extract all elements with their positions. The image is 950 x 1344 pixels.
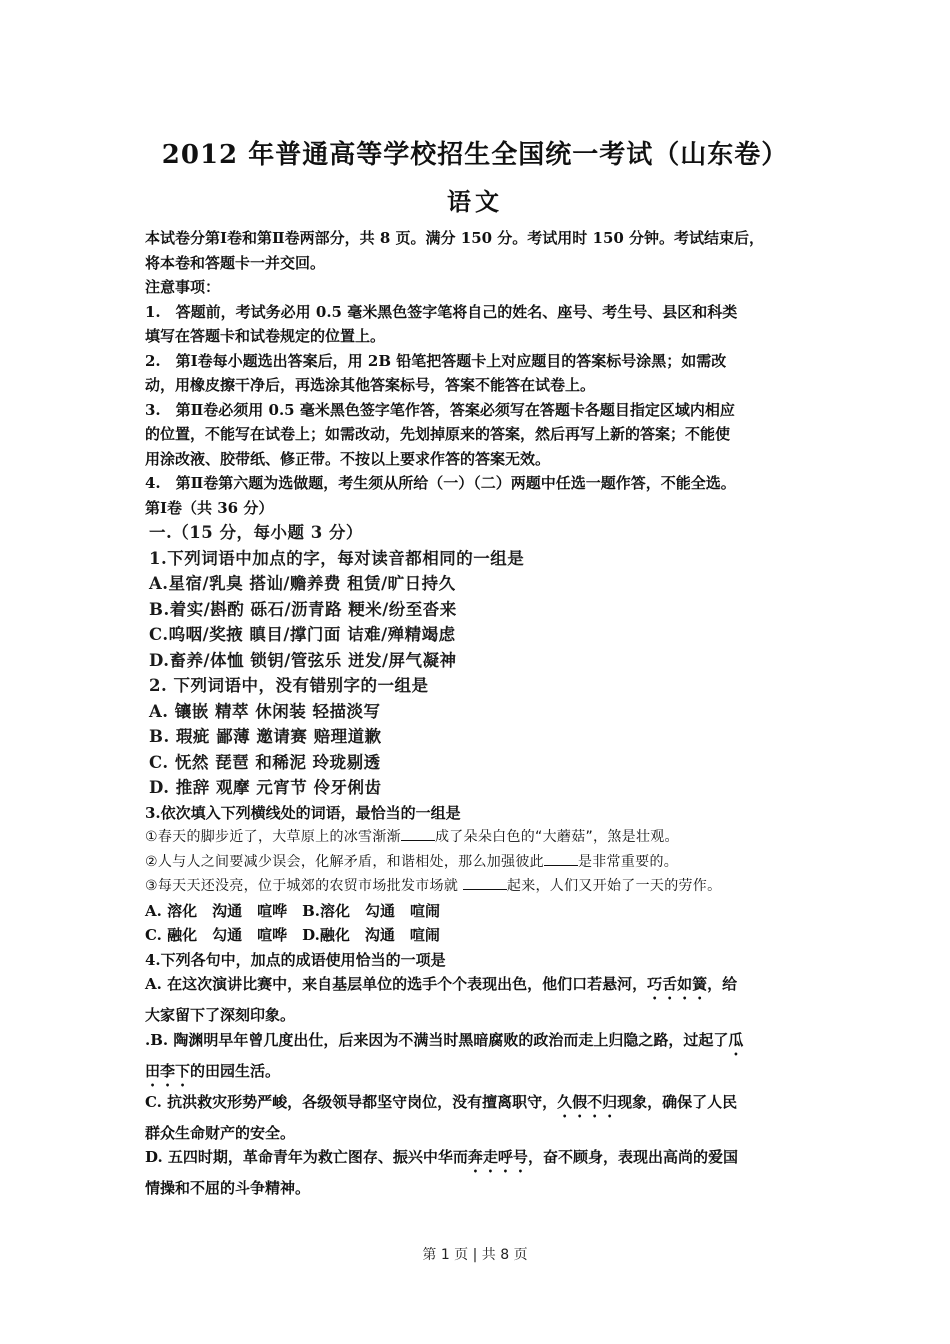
option: D.畜养/体恤 锁钥/管弦乐 迸发/屏气凝神 — [149, 650, 457, 670]
exam-body — [145, 226, 810, 1201]
notice-heading: 注意事项： — [145, 278, 221, 296]
notice-item: 的位置，不能写在试卷上；如需改动，先划掉原来的答案，然后再写上新的答案；不能使 — [145, 425, 731, 443]
option: D. 推辞 观摩 元宵节 伶牙俐齿 — [149, 778, 382, 797]
page-footer: 第 1 页 | 共 8 页 — [422, 1247, 528, 1263]
dotted-idiom: 巧舌如簧 — [647, 975, 708, 993]
dotted-idiom: 久假不归 — [557, 1092, 618, 1111]
option: A.星宿/乳臭 搭讪/赡养费 租赁/旷日持久 — [149, 574, 456, 593]
option: C.呜咽/奖掖 瞋目/撑门面 诘难/殚精竭虑 — [149, 625, 456, 644]
option: 大家留下了深刻印象。 — [145, 1006, 296, 1024]
question-stem: 1.下列词语中加点的字，每对读音都相同的一组是 — [149, 548, 525, 568]
option: D. 五四时期，革命青年为救亡图存、振兴中华而奔走呼号，奋不顾身，表现出高尚的爱国 — [145, 1148, 738, 1166]
question-stem: 3.依次填入下列横线处的词语，最恰当的一组是 — [145, 803, 461, 822]
fill-blank — [401, 826, 435, 841]
questions-1-2 — [145, 520, 810, 801]
option: B. 瑕疵 鄙薄 邀请赛 赔理道歉 — [149, 727, 382, 746]
option: B.着实/斟酌 砾石/沥青路 粳米/纷至沓来 — [149, 599, 457, 619]
fill-blank — [463, 875, 507, 890]
question-stem: 4.下列各句中，加点的成语使用恰当的一项是 — [145, 950, 446, 969]
fill-sentence: ②人与人之间要减少误会，化解矛盾，和谐相处，那么加强彼此 是非常重要的。 — [145, 850, 810, 875]
notice-item: 1. 答题前，考试务必用 0.5 毫米黑色签字笔将自己的姓名、座号、考生号、县区和科类 — [145, 302, 738, 321]
exam-title: 2012 年普通高等学校招生全国统一考试（山东卷） — [161, 140, 789, 170]
option: 情操和不屈的斗争精神。 — [145, 1179, 311, 1197]
notice-item: 2. 第Ⅰ卷每小题选出答案后，用 2B 铅笔把答题卡上对应题目的答案标号涂黑；如需改 — [145, 351, 727, 370]
option: .B. 陶渊明早年曾几度出仕，后来因为不满当时黑暗腐败的政治而走上归隐之路，过起了瓜 — [145, 1030, 744, 1049]
part-heading: 第Ⅰ卷（共 36 分） — [145, 498, 274, 517]
option: 群众生命财产的安全。 — [145, 1123, 296, 1142]
dotted-idiom: 奔走呼号 — [467, 1148, 528, 1166]
notice-item: 用涂改液、胶带纸、修正带。不按以上要求作答的答案无效。 — [145, 449, 551, 468]
notice-item: 填写在答题卡和试卷规定的位置上。 — [145, 327, 386, 345]
intro-line: 本试卷分第Ⅰ卷和第Ⅱ卷两部分，共 8 页。满分 150 分。考试用时 150 分钟。考试结束后， — [145, 229, 765, 247]
dotted-idiom: 田李下 — [145, 1061, 191, 1080]
dotted-idiom: 瓜 — [728, 1030, 744, 1049]
option: A. 溶化 沟通 喧哗 B.溶化 勾通 喧闹 — [145, 901, 440, 920]
intro-line: 将本卷和答题卡一并交回。 — [145, 253, 326, 272]
option: C. 怃然 琵琶 和稀泥 玲珑剔透 — [149, 752, 381, 772]
section-heading: 一.（15 分，每小题 3 分） — [149, 523, 363, 542]
fill-blank — [544, 851, 578, 866]
notice-item: 动，用橡皮擦干净后，再选涂其他答案标号，答案不能答在试卷上。 — [145, 376, 596, 394]
notice-item: 3. 第Ⅱ卷必须用 0.5 毫米黑色签字笔作答，答案必须写在答题卡各题目指定区域内相应 — [145, 400, 735, 419]
subject-title: 语文 — [447, 187, 503, 216]
notice-item: 4. 第Ⅱ卷第六题为选做题，考生须从所给（一）（二）两题中任选一题作答，不能全选。 — [145, 474, 736, 492]
option: C. 融化 勾通 喧哗 D.融化 沟通 喧闹 — [145, 926, 440, 944]
option: C. 抗洪救灾形势严峻，各级领导都坚守岗位，没有擅离职守，久假不归现象，确保了人民 — [145, 1092, 738, 1111]
option: 田李下的田园生活。 — [145, 1061, 281, 1080]
question-stem: 2. 下列词语中，没有错别字的一组是 — [149, 676, 429, 695]
fill-sentence: ①春天的脚步近了，大草原上的冰雪渐渐 成了朵朵白色的“大蘑菇”，煞是壮观。 — [145, 825, 810, 850]
option: A. 镶嵌 精萃 休闲装 轻描淡写 — [149, 701, 381, 721]
option: A. 在这次演讲比赛中，来自基层单位的选手个个表现出色，他们口若悬河，巧舌如簧，给 — [145, 975, 738, 993]
fill-sentence: ③每天天还没亮，位于城郊的农贸市场批发市场就 起来，人们又开始了一天的劳作。 — [145, 874, 810, 899]
